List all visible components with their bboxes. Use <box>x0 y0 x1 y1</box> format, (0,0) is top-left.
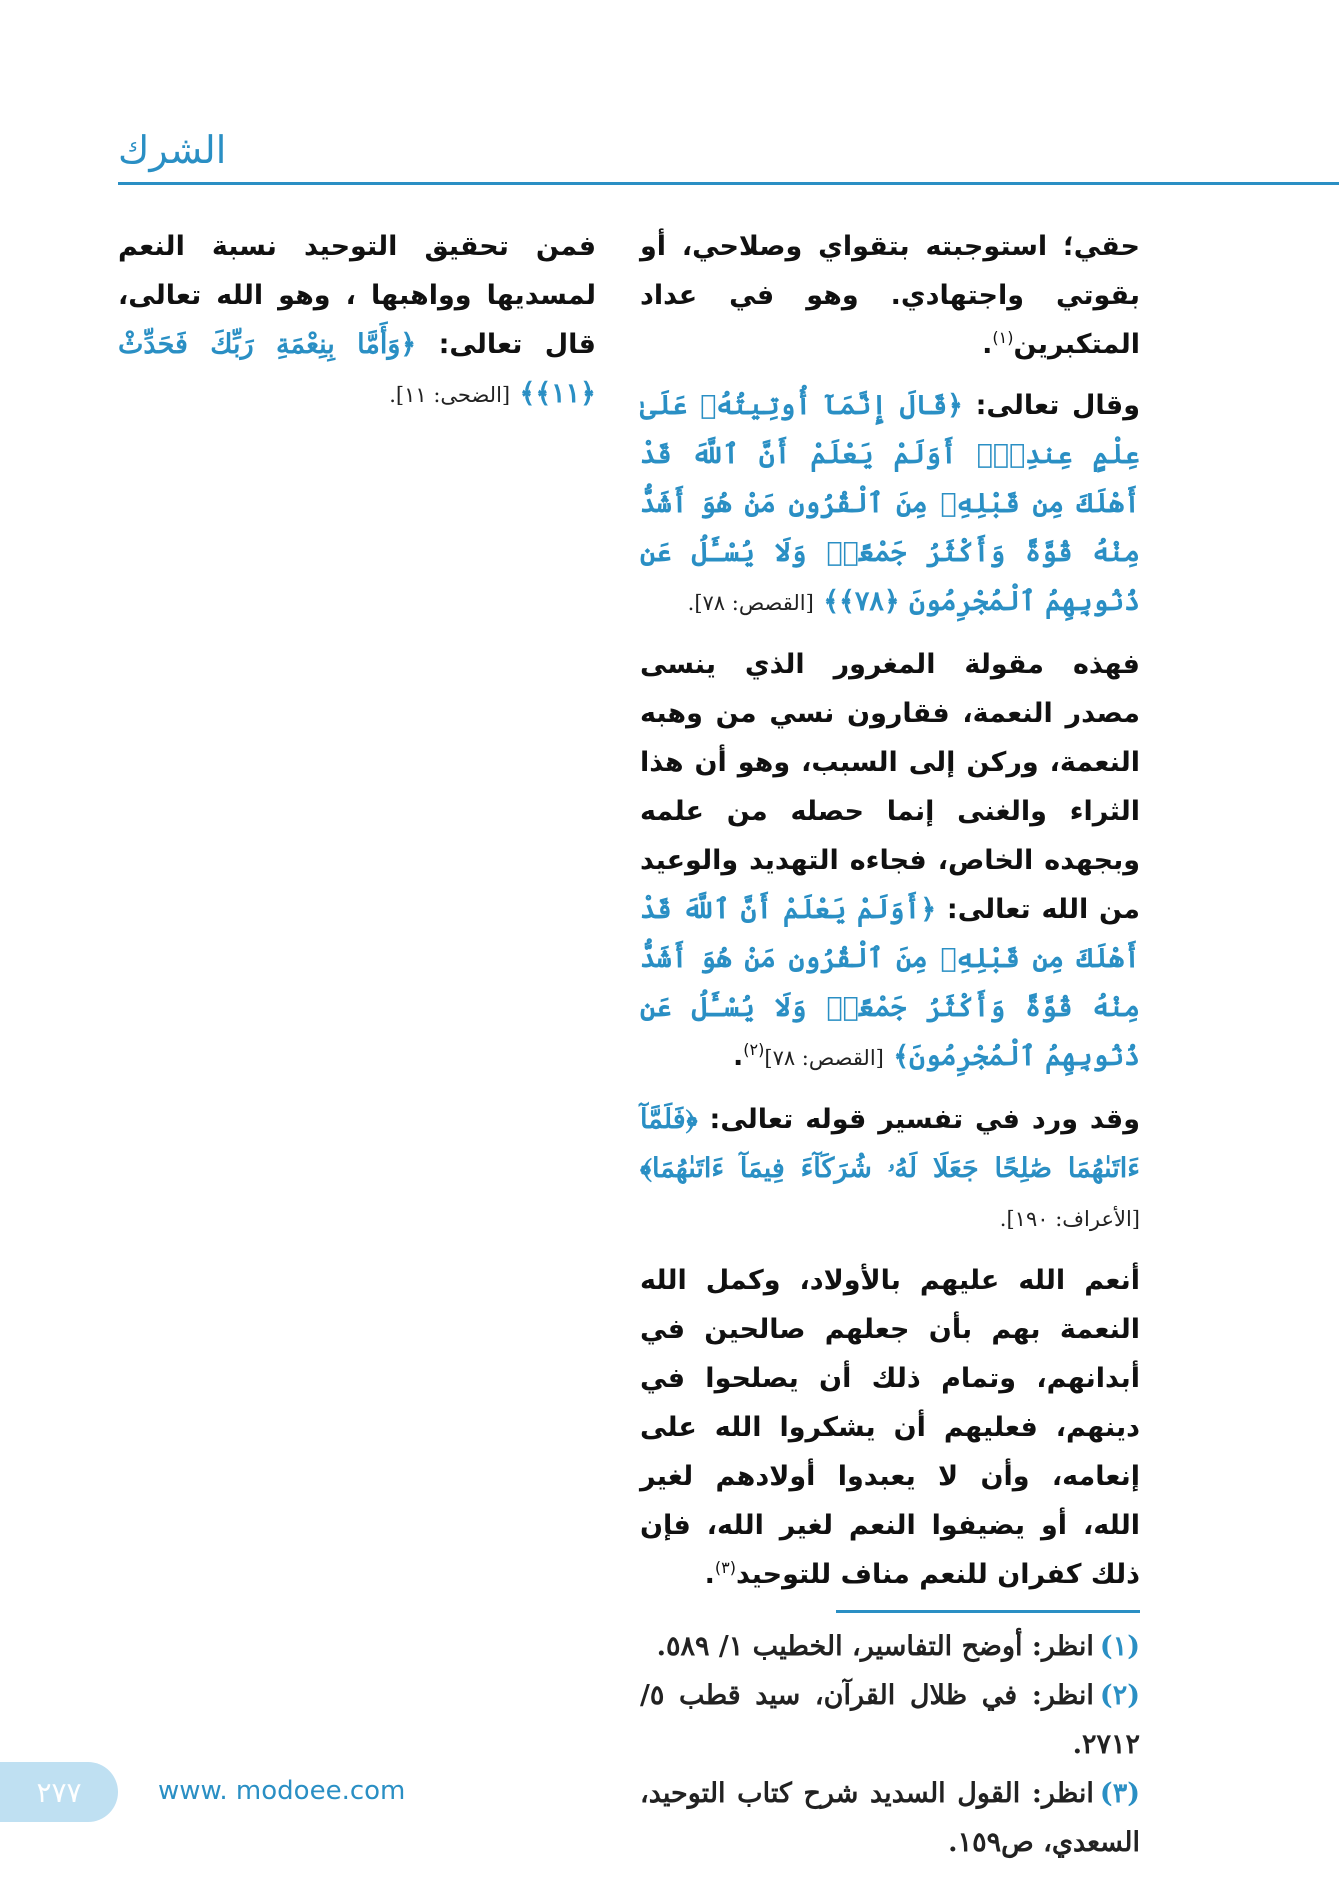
page-number-badge <box>0 1762 118 1822</box>
page-number: ٢٧٧ <box>36 1775 82 1809</box>
paragraph-4 <box>640 1095 1140 1244</box>
paragraph-2-intro: وقال تعالى: <box>975 390 1140 421</box>
footnote-text: انظر: القول السديد شرح كتاب التوحيد، السعدي، ص١٥٩. <box>640 1778 1140 1858</box>
footnote-text: انظر: أوضح التفاسير، الخطيب ١/ ٥٨٩. <box>656 1631 1094 1662</box>
left-column <box>118 222 596 420</box>
header-divider <box>118 182 1339 185</box>
footnote-number: (١) <box>1099 1631 1140 1662</box>
page-title: الشرك <box>118 128 227 172</box>
quran-verse-duha: ﴿وَأَمَّا بِنِعْمَةِ رَبِّكَ فَحَدِّثْ ﴿١١﴾﴾ <box>118 329 596 409</box>
footnote-ref-3[interactable]: (٣) <box>714 1558 736 1577</box>
footnote-number: (٢) <box>1099 1680 1140 1711</box>
footnote-number: (٣) <box>1099 1778 1140 1809</box>
paragraph-3: فهذه مقولة المغرور الذي ينسى مصدر النعمة، فقارون نسي من وهبه النعمة، وركن إلى السبب، وهو أن هذا الثراء والغنى إنما حصله من علمه وبجهده الخاص، فجاءه التهديد والوعيد من الله تعالى: ﴿أَوَلَمْ يَعْلَمْ أَنَّ ٱللَّهَ قَدْ أَهْلَكَ مِن قَبْلِهِۦ مِنَ ٱلْقُرُونِ مَنْ هُوَ أَشَدُّ مِنْهُ قُوَّةً وَأَكْثَرُ جَمْعًاۚ وَلَا يُسْـَٔلُ عَن ذُنُوبِهِمُ ٱلْمُجْرِمُونَ﴾ [القصص: ٧٨]$^{(٢)}$. <box>640 649 1141 1072</box>
quran-verse-qasas: ﴿قَالَ إِنَّمَآ أُوتِيتُهُۥ عَلَىٰ عِلْمٍ عِندِىٓۚ أَوَلَمْ يَعْلَمْ أَنَّ ٱللَّهَ قَدْ أَهْلَكَ مِن قَبْلِهِۦ مِنَ ٱلْقُرُونِ مَنْ هُوَ أَشَدُّ مِنْهُ قُوَّةً وَأَكْثَرُ جَمْعًاۚ وَلَا يُسْـَٔلُ عَن ذُنُوبِهِمُ ٱلْمُجْرِمُونَ ﴿٧٨﴾﴾ <box>640 390 1140 617</box>
paragraph-1: حقي؛ استوجبته بتقواي وصلاحي، أو بقوتي واجتهادي. وهو في عداد المتكبرين$^{(١)}$. <box>640 231 1140 360</box>
footnotes <box>640 1622 1140 1867</box>
paragraph-5: أنعم الله عليهم بالأولاد، وكمل الله النعمة بهم بأن جعلهم صالحين في أبدانهم، وتمام ذلك أن يصلحوا في دينهم، فعليهم أن يشكروا الله على إنعامه، وأن لا يعبدوا أولادهم لغير الله، أو يضيفوا النعم لغير الله، فإن ذلك كفران للنعم مناف للتوحيد$^{(٣)}$. <box>640 1265 1140 1590</box>
footnote-2 <box>640 1671 1140 1769</box>
right-column <box>640 222 1140 1599</box>
footnote-3 <box>640 1769 1140 1867</box>
verse-reference-2: [القصص: ٧٨] <box>764 1046 884 1070</box>
left-paragraph <box>118 222 596 420</box>
footnote-ref-2[interactable]: (٢) <box>743 1040 765 1059</box>
left-paragraph-text: فمن تحقيق التوحيد نسبة النعم لمسديها وواهبها ، وهو الله تعالى، قال تعالى: <box>118 231 596 360</box>
footnote-1 <box>640 1622 1140 1671</box>
paragraph-2 <box>640 381 1140 628</box>
footnote-text: انظر: في ظلال القرآن، سيد قطب ٥/ ٢٧١٢. <box>640 1680 1140 1760</box>
footnote-divider <box>836 1610 1140 1613</box>
footnote-ref-1[interactable]: (١) <box>992 328 1014 347</box>
paragraph-5-text: أنعم الله عليهم بالأولاد، وكمل الله النعمة بهم بأن جعلهم صالحين في أبدانهم، وتمام ذلك أن يصلحوا في دينهم، فعليهم أن يشكروا الله على إنعامه، وأن لا يعبدوا أولادهم لغير الله، أو يضيفوا النعم لغير الله، فإن ذلك كفران للنعم مناف للتوحيد <box>640 1265 1140 1590</box>
paragraph-1-text: حقي؛ استوجبته بتقواي وصلاحي، أو بقوتي واجتهادي. وهو في عداد المتكبرين <box>640 231 1140 360</box>
verse-reference: [القصص: ٧٨]. <box>687 591 814 615</box>
quran-verse-araf: ﴿فَلَمَّآ ءَاتَىٰهُمَا صَٰلِحًا جَعَلَا لَهُۥ شُرَكَآءَ فِيمَآ ءَاتَىٰهُمَا﴾ <box>640 1104 1140 1184</box>
quran-verse-qasas-2: ﴿أَوَلَمْ يَعْلَمْ أَنَّ ٱللَّهَ قَدْ أَهْلَكَ مِن قَبْلِهِۦ مِنَ ٱلْقُرُونِ مَنْ هُوَ أَشَدُّ مِنْهُ قُوَّةً وَأَكْثَرُ جَمْعًاۚ وَلَا يُسْـَٔلُ عَن ذُنُوبِهِمُ ٱلْمُجْرِمُونَ﴾ <box>640 894 1140 1072</box>
paragraph-3-text: فهذه مقولة المغرور الذي ينسى مصدر النعمة، فقارون نسي من وهبه النعمة، وركن إلى السبب، وهو أن هذا الثراء والغنى إنما حصله من علمه وبجهده الخاص، فجاءه التهديد والوعيد من الله تعالى: <box>640 649 1141 925</box>
verse-reference-4: [الضحى: ١١]. <box>389 383 511 407</box>
verse-reference-3: [الأعراف: ١٩٠]. <box>999 1207 1140 1231</box>
paragraph-4-intro: وقد ورد في تفسير قوله تعالى: <box>709 1104 1140 1135</box>
website-link[interactable]: www. modoee.com <box>158 1776 406 1806</box>
